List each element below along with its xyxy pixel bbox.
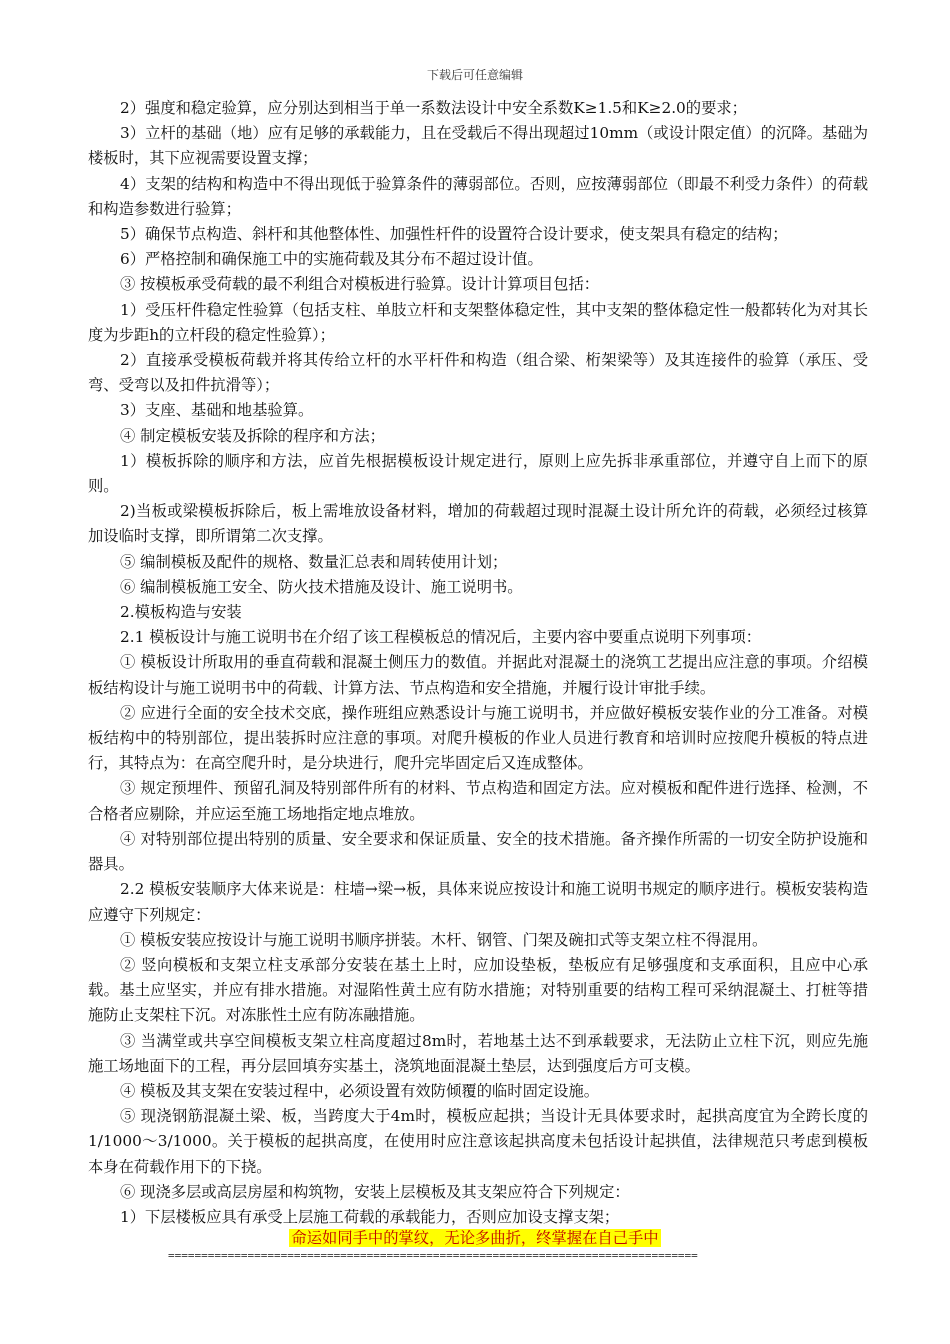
- footer-motto: 命运如同手中的掌纹，无论多曲折，终掌握在自己手中: [291, 1229, 659, 1247]
- footer-divider: ================================================================================: [168, 1249, 698, 1262]
- paragraph: ③ 规定预埋件、预留孔洞及特别部件所有的材料、节点构造和固定方法。应对模板和配件进行选择、检测，不合格者应剔除，并应运至施工场地指定地点堆放。: [88, 779, 868, 823]
- paragraph: 2）直接承受模板荷载并将其传给立杆的水平杆件和构造（组合梁、桁架梁等）及其连接件的验算（承压、受弯、受弯以及扣件抗滑等）；: [88, 351, 868, 395]
- paragraph: ② 竖向模板和支架立柱支承部分安装在基土上时，应加设垫板，垫板应有足够强度和支承面积，且应中心承载。基土应坚实，并应有排水措施。对湿陷性黄土应有防水措施；对特别重要的结构工程可采纳混凝土、打桩等措施防止支架柱下沉。对冻胀性土应有防冻融措施。: [88, 955, 868, 1025]
- paragraph: 4）支架的结构和构造中不得出现低于验算条件的薄弱部位。否则，应按薄弱部位（即最不利受力条件）的荷载和构造参数进行验算；: [88, 174, 868, 218]
- paragraph: 2）强度和稳定验算，应分别达到相当于单一系数法设计中安全系数K≥1.5和K≥2.0的要求；: [120, 99, 747, 117]
- paragraph: 5）确保节点构造、斜杆和其他整体性、加强性杆件的设置符合设计要求，使支架具有稳定的结构；: [120, 225, 788, 244]
- paragraph: ⑥ 编制模板施工安全、防火技术措施及设计、施工说明书。: [120, 577, 523, 596]
- paragraph: ① 模板安装应按设计与施工说明书顺序拼装。木杆、钢管、门架及碗扣式等支架立柱不得混用。: [120, 930, 768, 949]
- paragraph: ③ 按模板承受荷载的最不利组合对模板进行验算。设计计算项目包括：: [120, 275, 600, 294]
- paragraph: ⑤ 编制模板及配件的规格、数量汇总表和周转使用计划；: [120, 552, 508, 571]
- paragraph: ④ 对特别部位提出特别的质量、安全要求和保证质量、安全的技术措施。备齐操作所需的一切安全防护设施和器具。: [88, 829, 868, 874]
- paragraph: 1）模板拆除的顺序和方法，应首先根据模板设计规定进行，原则上应先拆非承重部位，并遵守自上而下的原则。: [88, 451, 868, 496]
- paragraph: ① 模板设计所取用的垂直荷载和混凝土侧压力的数值。并据此对混凝土的浇筑工艺提出应注意的事项。介绍模板结构设计与施工说明书中的荷载、计算方法、节点构造和安全措施，并履行设计审批手续。: [88, 653, 868, 697]
- paragraph: 1）受压杆件稳定性验算（包括支柱、单肢立杆和支架整体稳定性，其中支架的整体稳定性一般都转化为对其长度为步距h的立杆段的稳定性验算）；: [88, 300, 868, 344]
- section-heading: 2.模板构造与安装: [120, 603, 242, 622]
- document-body: [88, 96, 868, 1230]
- paragraph: 1）下层楼板应具有承受上层施工荷载的承载能力，否则应加设支撑支架；: [120, 1207, 620, 1226]
- paragraph: 6）严格控制和确保施工中的实施荷载及其分布不超过设计值。: [120, 250, 543, 269]
- paragraph: 3）支座、基础和地基验算。: [120, 401, 314, 420]
- paragraph: 2.2 模板安装顺序大体来说是：柱墙→梁→板，具体来说应按设计和施工说明书规定的顺序进行。模板安装构造应遵守下列规定：: [88, 880, 868, 924]
- page-header: 下载后可任意编辑: [426, 68, 523, 82]
- footer-motto-row: [0, 1228, 950, 1248]
- paragraph: ⑤ 现浇钢筋混凝土梁、板，当跨度大于4m时，模板应起拱；当设计无具体要求时，起拱高度宜为全跨长度的1/1000～3/1000。关于模板的起拱高度，在使用时应注意该起拱高度未包括设计起拱值，法律规范只考虑到模板本身在荷载作用下的下挠。: [88, 1107, 868, 1176]
- paragraph: ③ 当满堂或共享空间模板支架立柱高度超过8m时，若地基土达不到承载要求，无法防止立柱下沉，则应先施施工场地面下的工程，再分层回填夯实基土，浇筑地面混凝土垫层，达到强度后方可支模。: [88, 1031, 868, 1075]
- paragraph: 2)当板或梁模板拆除后，板上需堆放设备材料，增加的荷载超过现时混凝土设计所允许的荷载，必须经过核算加设临时支撑，即所谓第二次支撑。: [88, 502, 868, 546]
- paragraph: ④ 制定模板安装及拆除的程序和方法；: [120, 426, 385, 445]
- paragraph: ④ 模板及其支架在安装过程中，必须设置有效防倾覆的临时固定设施。: [120, 1081, 600, 1100]
- paragraph: ⑥ 现浇多层或高层房屋和构筑物，安装上层模板及其支架应符合下列规定：: [120, 1182, 630, 1201]
- paragraph: 3）立杆的基础（地）应有足够的承载能力，且在受载后不得出现超过10mm（或设计限定值）的沉降。基础为楼板时，其下应视需要设置支撑；: [88, 124, 868, 168]
- paragraph: ② 应进行全面的安全技术交底，操作班组应熟悉设计与施工说明书，并应做好模板安装作业的分工准备。对模板结构中的特别部位，提出装拆时应注意的事项。对爬升模板的作业人员进行教育和培训时应按爬升模板的特点进行，其特点为：在高空爬升时，是分块进行，爬升完毕固定后又连成整体。: [88, 703, 868, 773]
- paragraph: 2.1 模板设计与施工说明书在介绍了该工程模板总的情况后，主要内容中要重点说明下列事项：: [120, 628, 762, 647]
